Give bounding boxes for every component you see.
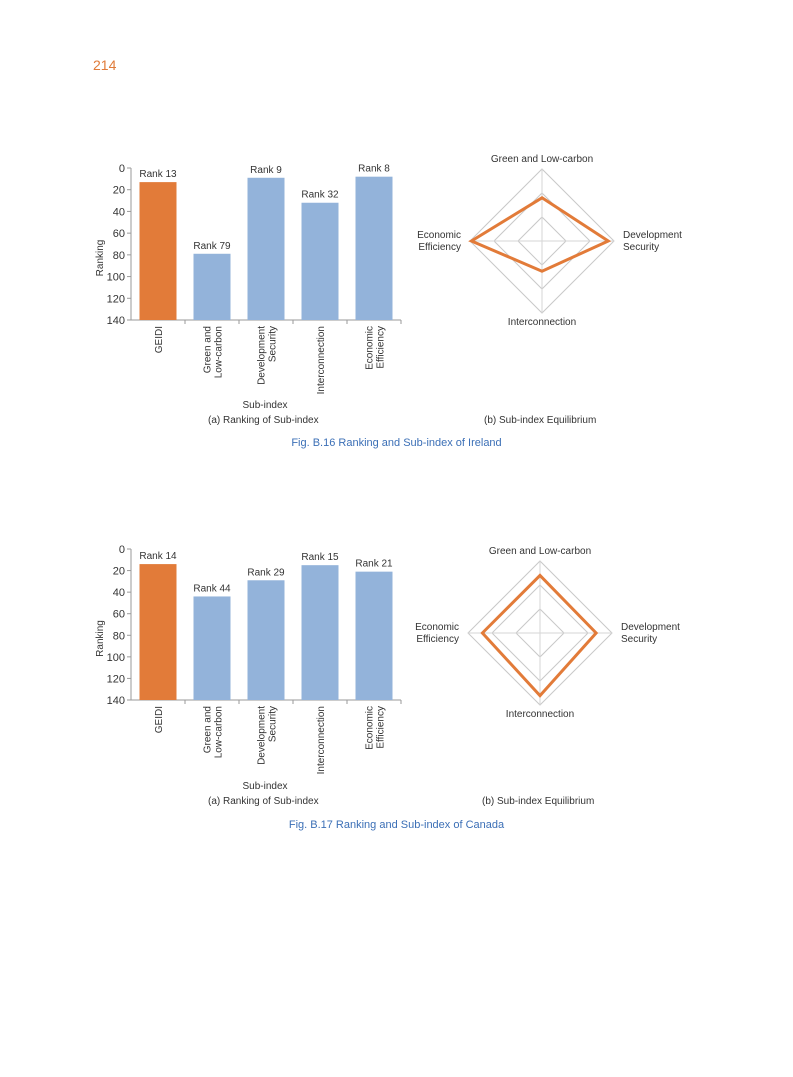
y-tick-label: 120 — [106, 293, 125, 306]
x-tick-label-line: GEIDI — [154, 706, 165, 734]
y-tick-label: 0 — [118, 544, 125, 556]
bar-value-label: Rank 13 — [139, 169, 177, 181]
y-tick-label: 60 — [112, 228, 125, 241]
x-tick-label-line: Green and — [202, 706, 214, 754]
radar-axis-label: Security — [621, 634, 658, 645]
radar-axis-label: Economic — [417, 230, 461, 241]
radar-axis-label: Interconnection — [507, 317, 577, 328]
bar-value-label: Rank 15 — [301, 552, 339, 564]
bar-value-label: Rank 32 — [301, 189, 339, 201]
radar-axis-label: Efficiency — [416, 634, 459, 645]
bar-value-label: Rank 14 — [139, 551, 177, 563]
x-tick-label-line: Interconnection — [316, 326, 327, 395]
y-tick-label: 80 — [112, 630, 125, 643]
bar-value-label: Rank 21 — [355, 558, 393, 570]
radar-axis-label: Security — [623, 242, 660, 253]
figure-caption: Fig. B.16 Ranking and Sub-index of Ireland — [291, 437, 502, 449]
bar-value-label: Rank 29 — [247, 567, 285, 579]
radar-axis-label: Economic — [415, 622, 459, 633]
y-tick-label: 80 — [112, 249, 125, 262]
bar-value-label: Rank 9 — [250, 164, 282, 176]
radar-subcaption: (b) Sub-index Equilibrium — [482, 796, 595, 807]
bar-subcaption: (a) Ranking of Sub-index — [208, 415, 319, 426]
bar-value-label: Rank 79 — [193, 240, 231, 252]
y-axis-label: Ranking — [95, 239, 106, 277]
radar-axis-label: Development — [621, 622, 680, 633]
x-tick-label-line: Efficiency — [375, 706, 387, 749]
x-tick-label-line: Low-carbon — [213, 326, 225, 379]
y-tick-label: 100 — [106, 271, 125, 284]
y-tick-label: 20 — [112, 184, 125, 197]
x-tick-label-line: GEIDI — [154, 326, 165, 354]
radar-axis-label: Efficiency — [418, 242, 461, 253]
y-tick-label: 120 — [106, 673, 125, 686]
radar-axis-label: Green and Low-carbon — [488, 546, 592, 557]
x-tick-label-line: Efficiency — [375, 326, 387, 369]
figure-caption: Fig. B.17 Ranking and Sub-index of Canada — [288, 819, 505, 831]
x-tick-label-line: Economic — [364, 706, 376, 750]
page-number: 214 — [93, 57, 117, 73]
y-tick-label: 140 — [106, 695, 125, 707]
bar-subcaption: (a) Ranking of Sub-index — [208, 796, 319, 807]
y-tick-label: 140 — [106, 315, 125, 327]
y-tick-label: 20 — [112, 565, 125, 578]
bar-value-label: Rank 8 — [358, 163, 390, 175]
y-tick-label: 40 — [112, 206, 125, 219]
y-tick-label: 100 — [106, 651, 125, 664]
x-tick-label-line: Security — [267, 326, 279, 363]
y-tick-label: 0 — [118, 163, 125, 175]
x-tick-label-line: Economic — [364, 326, 376, 370]
radar-axis-label: Green and Low-carbon — [490, 154, 594, 165]
y-tick-label: 40 — [112, 587, 125, 600]
x-axis-label: Sub-index — [242, 781, 288, 792]
y-axis-label: Ranking — [95, 620, 106, 657]
x-tick-label-line: Development — [256, 326, 268, 385]
x-tick-label-line: Low-carbon — [213, 706, 225, 759]
radar-axis-label: Interconnection — [505, 709, 575, 720]
x-tick-label-line: Interconnection — [316, 706, 327, 775]
x-tick-label-line: Security — [267, 706, 279, 743]
x-axis-label: Sub-index — [242, 400, 288, 411]
x-tick-label-line: Development — [256, 706, 268, 765]
radar-axis-label: Development — [623, 230, 682, 241]
bar-value-label: Rank 44 — [193, 583, 231, 595]
y-tick-label: 60 — [112, 608, 125, 621]
radar-subcaption: (b) Sub-index Equilibrium — [484, 415, 597, 426]
radar-series — [482, 575, 596, 695]
x-tick-label-line: Green and — [202, 326, 214, 374]
